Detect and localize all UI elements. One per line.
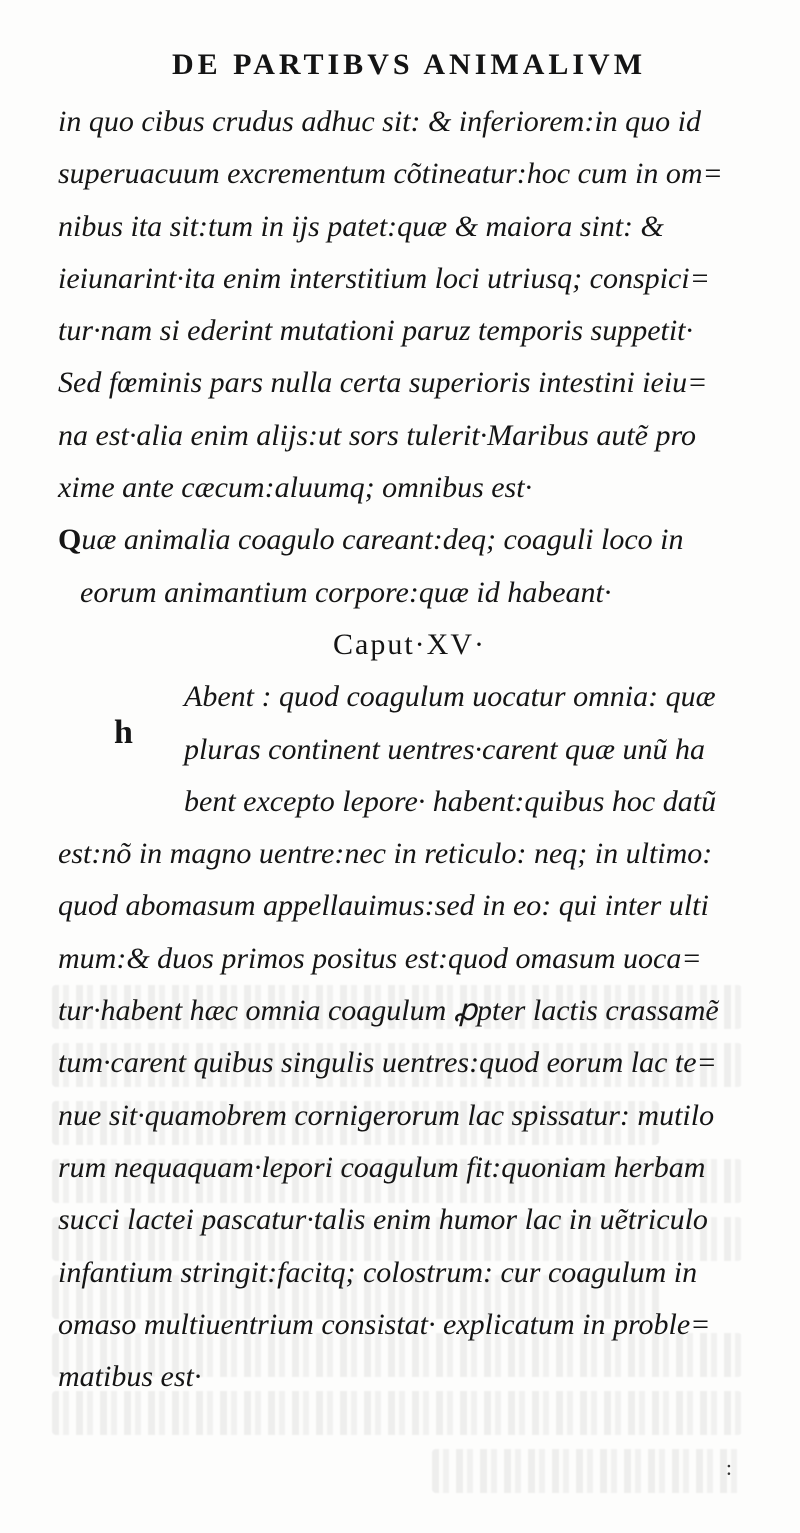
body-text <box>58 96 758 1403</box>
text-line: est:nõ in magno uentre:nec in reticulo: neq; in ultimo: <box>58 837 713 871</box>
text-line: mum:& duos primos positus est:quod omasum uoca= <box>58 941 702 975</box>
heading-initial: Q <box>58 523 82 557</box>
text-line: bent excepto lepore· habent:quibus hoc datũ <box>184 784 717 818</box>
running-head-text: DE PARTIBVS ANIMALIVM <box>171 48 647 81</box>
text-line: na est·alia enim alijs:ut sors tulerit·Maribus autẽ pro <box>58 418 697 452</box>
text-line: succi lactei pascatur·talis enim humor lac in uẽtriculo <box>58 1203 708 1237</box>
text-line: Sed fœminis pars nulla certa superioris intestini ieiu= <box>58 366 708 400</box>
text-line: tum·carent quibus singulis uentres:quod eorum lac te= <box>58 1046 717 1080</box>
text-line: tur·nam si ederint mutationi paruz temporis suppetit· <box>58 314 694 348</box>
text-line: Abent : quod coagulum uocatur omnia: quæ <box>184 680 716 714</box>
text-line: ieiunarint·ita enim interstitium loci utriusq; conspici= <box>58 261 710 295</box>
text-line: tur·habent hæc omnia coagulum ꝓpter lactis crassamẽ <box>58 994 719 1028</box>
text-line: xime ante cæcum:aluumq; omnibus est· <box>58 471 533 505</box>
text-line: infantium stringit:facitq; colostrum: cur coagulum in <box>58 1255 698 1289</box>
show-through-line <box>432 1449 743 1493</box>
running-head <box>0 48 800 82</box>
text-line: in quo cibus crudus adhuc sit: & inferiorem:in quo id <box>58 105 702 138</box>
text-line: nibus ita sit:tum in ijs patet:quæ & maiora sint: & <box>58 209 664 243</box>
text-line: quod abomasum appellauimus:sed in eo: qui inter ulti <box>58 889 709 923</box>
guide-letter: h <box>114 714 133 752</box>
chapter-number: Caput·XV· <box>333 627 486 661</box>
chapter-heading-line-1 <box>58 514 758 566</box>
text-line: omaso multiuentrium consistat· explicatum in proble= <box>58 1307 711 1341</box>
text-line: rum nequaquam·lepori coagulum fit:quoniam herbam <box>58 1150 706 1184</box>
chapter-heading-line-2: eorum animantium corpore:quæ id habeant· <box>80 575 612 609</box>
text-line: matibus est· <box>58 1360 202 1394</box>
text-line: pluras continent uentres·carent quæ unũ ha <box>184 732 706 766</box>
drop-cap-block <box>58 671 758 828</box>
signature-mark: : <box>725 1455 732 1480</box>
heading-text: uæ animalia coagulo careant:deq; coaguli loco in <box>81 523 684 557</box>
text-line: superuacuum excrementum cõtineatur:hoc cum in om= <box>58 157 723 191</box>
text-line: nue sit·quamobrem cornigerorum lac spissatur: mutilo <box>58 1098 715 1132</box>
